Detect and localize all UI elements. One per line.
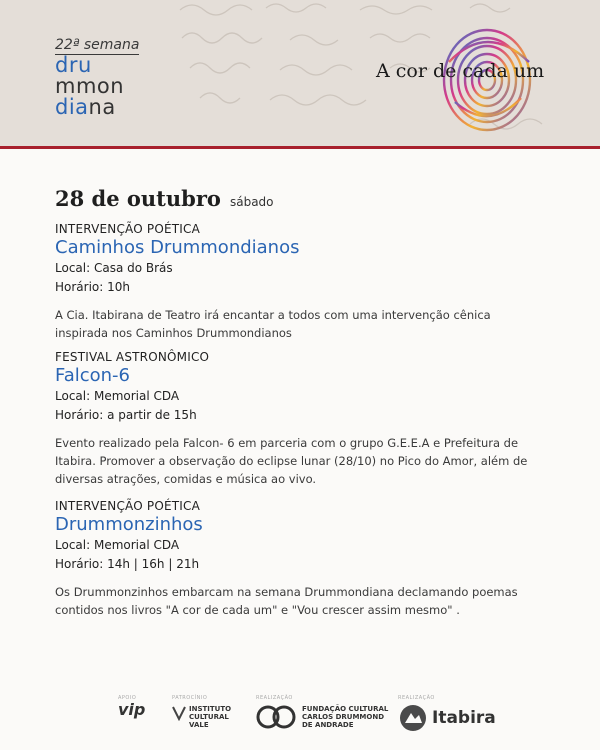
sponsor-mark [256,704,396,730]
sponsor-vip [118,695,145,719]
event-item [55,499,545,619]
sponsor-role: APOIO [118,695,137,701]
sponsor-name: Itabira [432,708,496,728]
itabira-emblem-icon [398,703,428,733]
event-weekday: sábado [229,195,274,209]
sponsor-name: FUNDAÇÃO CULTURAL CARLOS DRUMMOND DE ANDRADE [302,705,389,729]
sponsor-role: REALIZAÇÃO [256,695,293,701]
sponsor-mark [172,705,234,729]
event-item [55,222,545,342]
sponsor-role: REALIZAÇÃO [398,695,435,701]
event-title: Falcon-6 [55,365,130,386]
event-time: Horário: 14h | 16h | 21h [55,557,200,571]
event-title: Drummonzinhos [55,514,203,535]
sponsor-footer [0,695,600,745]
logo-line-3: diana [55,95,116,119]
vale-icon [172,705,186,721]
event-item [55,350,545,488]
event-location: Local: Casa do Brás [55,261,173,275]
logo-edition: 22ª semana [55,37,140,53]
event-logo [55,34,139,118]
date-heading [55,186,274,211]
header-divider [0,146,600,149]
event-location: Local: Memorial CDA [55,389,180,403]
sponsor-itabira [398,695,498,733]
event-location: Local: Memorial CDA [55,538,180,552]
event-title: Caminhos Drummondianos [55,237,300,258]
event-date: 28 de outubro [55,186,221,211]
sponsor-fundacao [256,695,396,730]
event-category: INTERVENÇÃO POÉTICA [55,499,201,513]
sponsor-name: INSTITUTO CULTURAL VALE [189,705,232,729]
event-time: Horário: a partir de 15h [55,408,197,422]
event-description: Evento realizado pela Falcon- 6 em parceria com o grupo G.E.E.A e Prefeitura de Itabira. Promover a observação do eclipse lunar (28/10) no Pico do Amor, além de diversas atrações, comidas e música ao vivo. [55,436,528,486]
sponsor-name: vip [118,700,146,719]
fundacao-logo-icon [256,704,298,730]
event-description: A Cia. Itabirana de Teatro irá encantar a todos com uma intervenção cênica inspirada nos Caminhos Drummondianos [55,308,491,340]
event-category: FESTIVAL ASTRONÔMICO [55,350,210,364]
campaign-tagline: A cor de cada um [376,60,545,82]
sponsor-role: PATROCÍNIO [172,695,208,701]
event-description: Os Drummonzinhos embarcam na semana Drummondiana declamando poemas contidos nos livros "A cor de cada um" e "Vou crescer assim mesmo" . [55,585,518,617]
event-time: Horário: 10h [55,280,130,294]
event-category: INTERVENÇÃO POÉTICA [55,222,201,236]
logo-line-2: mmon [55,74,125,98]
logo-line-1: dru [55,53,92,77]
sponsor-instituto-vale [172,695,234,729]
sponsor-mark [398,703,498,733]
header-banner [0,0,600,146]
